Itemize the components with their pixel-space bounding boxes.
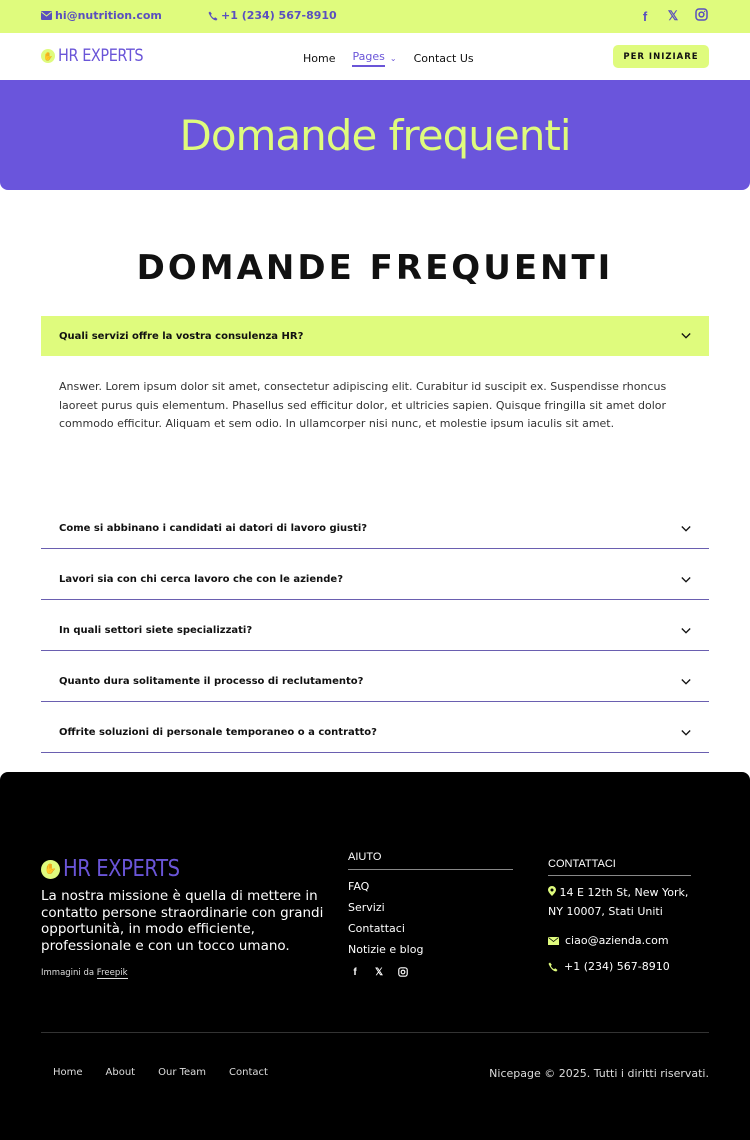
chevron-down-icon — [681, 524, 691, 534]
chevron-down-icon — [681, 331, 691, 341]
faq-item — [41, 662, 709, 702]
footer-email-text: ciao@azienda.com — [565, 934, 669, 947]
footer-bottom-about[interactable]: About — [105, 1067, 136, 1078]
faq-question-toggle[interactable] — [41, 713, 709, 753]
chevron-down-icon — [681, 728, 691, 738]
chevron-down-icon — [681, 626, 691, 636]
topbar-phone[interactable] — [208, 9, 337, 22]
footer-logo[interactable] — [41, 856, 200, 882]
top-contact-bar — [0, 0, 750, 33]
footer-help-title: AIUTO — [348, 851, 513, 870]
envelope-icon — [548, 937, 559, 945]
footer-email[interactable] — [548, 934, 691, 947]
topbar-phone-text: +1 (234) 567-8910 — [221, 9, 337, 22]
footer-bottom-contact[interactable]: Contact — [229, 1067, 268, 1078]
faq-item — [41, 713, 709, 753]
phone-icon — [548, 962, 558, 972]
x-icon[interactable]: 𝕏 — [667, 8, 679, 23]
freepik-link[interactable]: Freepik — [96, 968, 128, 978]
faq-accordion — [41, 316, 709, 764]
faq-question-toggle[interactable] — [41, 662, 709, 702]
faq-question-toggle[interactable] — [41, 560, 709, 600]
faq-question-toggle[interactable] — [41, 509, 709, 549]
footer-divider — [41, 1032, 709, 1033]
nav-menu — [303, 50, 474, 67]
topbar-social-links — [638, 8, 708, 24]
faq-item — [41, 611, 709, 651]
facebook-icon[interactable]: f — [353, 967, 357, 978]
logo-text: HR EXPERTS — [58, 46, 144, 66]
footer-address-text: 14 E 12th St, New York, NY 10007, Stati Uniti — [548, 886, 689, 918]
faq-question: Quali servizi offre la vostra consulenza HR? — [59, 330, 304, 342]
footer-phone[interactable] — [548, 960, 691, 973]
footer-link-faq[interactable]: FAQ — [348, 880, 370, 893]
hero-title: Domande frequenti — [179, 110, 571, 160]
footer-address — [548, 883, 691, 921]
nav-item-contact-us[interactable]: Contact Us — [413, 52, 474, 65]
topbar-email-text: hi@nutrition.com — [55, 9, 162, 22]
footer-bottom-our-team[interactable]: Our Team — [158, 1067, 207, 1078]
footer-help-links — [348, 876, 513, 960]
footer-help-column — [348, 851, 513, 980]
faq-item — [41, 560, 709, 600]
footer-logo-text: HR EXPERTS — [63, 856, 180, 882]
faq-question-toggle[interactable] — [41, 611, 709, 651]
nav-item-pages[interactable]: Pages — [352, 50, 384, 67]
hero-banner — [0, 80, 750, 190]
footer — [0, 772, 750, 1140]
get-started-button[interactable]: PER INIZIARE — [613, 45, 709, 68]
copyright: Nicepage © 2025. Tutti i diritti riservati. — [489, 1067, 709, 1080]
faq-question: In quali settori siete specializzati? — [59, 625, 253, 636]
x-icon[interactable]: 𝕏 — [374, 967, 384, 978]
footer-bottom-home[interactable]: Home — [53, 1067, 83, 1078]
image-credit-prefix: Immagini da — [41, 968, 95, 978]
logo[interactable] — [41, 46, 158, 66]
hand-logo-icon: ✋ — [41, 860, 60, 879]
faq-question: Offrite soluzioni di personale temporaneo o a contratto? — [59, 727, 377, 738]
chevron-down-icon — [681, 575, 691, 585]
footer-contact-title: CONTATTACI — [548, 858, 691, 876]
facebook-icon[interactable]: f — [642, 8, 648, 24]
faq-item — [41, 316, 709, 509]
footer-mission: La nostra missione è quella di mettere in contatto persone straordinarie con grandi opportunità, in modo efficiente, professionale e con un tocco umano. — [41, 888, 324, 954]
main-navigation — [0, 33, 750, 80]
faq-item — [41, 509, 709, 549]
image-credit — [41, 968, 128, 978]
faq-section-title: DOMANDE FREQUENTI — [136, 248, 614, 288]
chevron-down-icon — [681, 677, 691, 687]
faq-answer: Answer. Lorem ipsum dolor sit amet, consectetur adipiscing elit. Curabitur id suscipit ex. Suspendisse rhoncus laoreet purus quis elementum. Phasellus sed efficitur dolor, et ultricies sapien. Quisque fringilla sit amet dolor commodo efficitur. Aliquam et sem odio. In ullamcorper nisi nunc, et molestie ipsum iaculis sit amet. — [59, 380, 667, 430]
footer-bottom-nav — [53, 1067, 268, 1078]
faq-question-toggle[interactable] — [41, 316, 709, 356]
topbar-email[interactable] — [41, 9, 162, 22]
footer-contact-column — [548, 858, 691, 973]
footer-social-links — [348, 967, 513, 980]
faq-question: Come si abbinano i candidati ai datori di lavoro giusti? — [59, 523, 368, 534]
instagram-icon[interactable] — [694, 8, 708, 24]
phone-icon — [208, 11, 218, 21]
hand-logo-icon: ✋ — [41, 49, 55, 63]
footer-link-blog[interactable]: Notizie e blog — [348, 943, 424, 956]
envelope-icon — [41, 11, 52, 20]
instagram-icon[interactable] — [398, 967, 408, 980]
chevron-down-icon[interactable]: ⌄ — [389, 54, 397, 63]
footer-link-servizi[interactable]: Servizi — [348, 901, 385, 914]
nav-item-home[interactable]: Home — [303, 52, 336, 65]
footer-link-contattaci[interactable]: Contattaci — [348, 922, 405, 935]
footer-phone-text: +1 (234) 567-8910 — [564, 960, 670, 973]
map-pin-icon — [548, 886, 556, 896]
faq-question: Quanto dura solitamente il processo di reclutamento? — [59, 676, 364, 687]
faq-question: Lavori sia con chi cerca lavoro che con le aziende? — [59, 574, 343, 585]
